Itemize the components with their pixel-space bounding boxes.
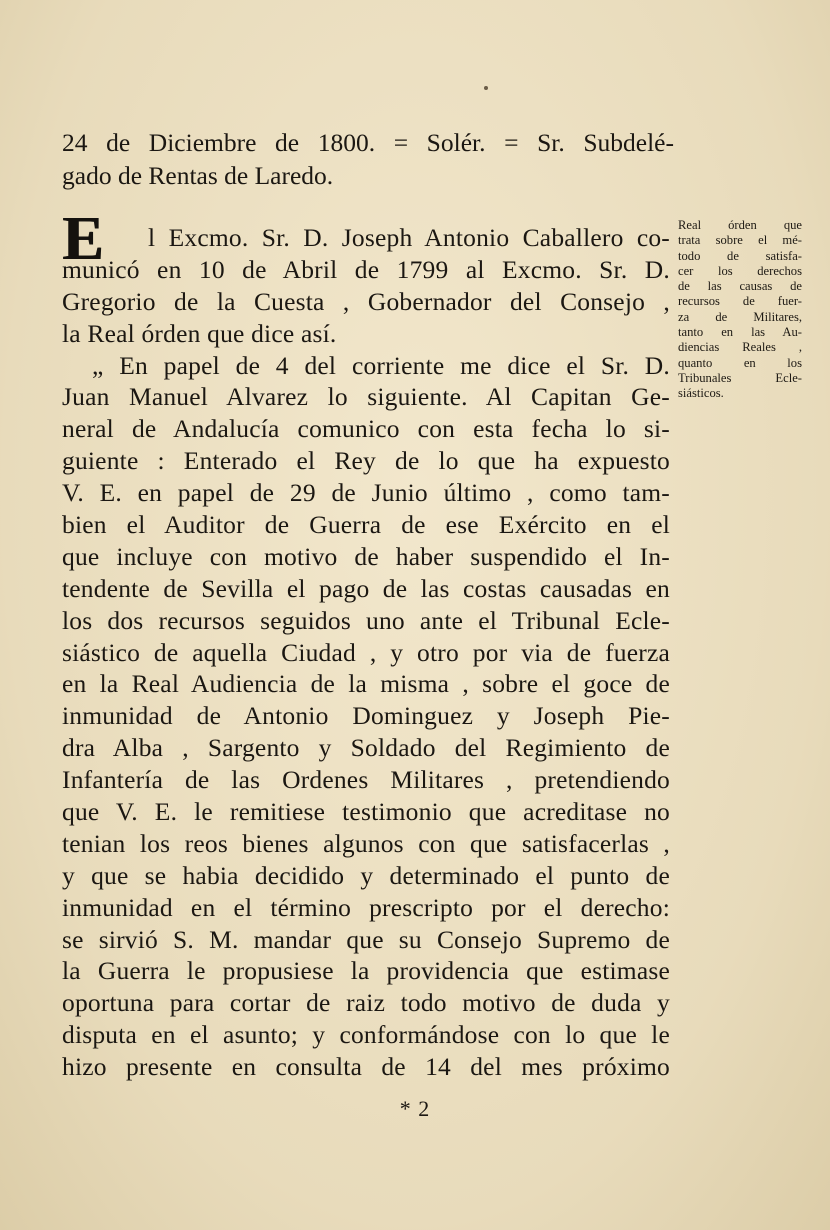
body-line: guiente : Enterado el Rey de lo que ha expuesto [62, 446, 670, 476]
body-text [62, 222, 670, 1083]
opening-line-1: 24 de Diciembre de 1800. = Solér. = Sr. Subdelé- [62, 128, 674, 157]
body-line: oportuna para cortar de raiz todo motivo de duda y [62, 988, 670, 1018]
marginal-line: quanto en los [678, 355, 802, 370]
signature-mark: * 2 [399, 1096, 431, 1121]
body-line: Infantería de las Ordenes Militares , pretendiendo [62, 765, 670, 795]
marginal-note [678, 218, 802, 402]
opening-line-2: gado de Rentas de Laredo. [62, 161, 334, 190]
body-line: que incluye con motivo de haber suspendido el In- [62, 541, 670, 571]
body-line: se sirvió S. M. mandar que su Consejo Supremo de [62, 924, 670, 954]
body-line: dra Alba , Sargento y Soldado del Regimiento de [62, 733, 670, 763]
marginal-line: trata sobre el mé- [678, 233, 802, 248]
body-line: en la Real Audiencia de la misma , sobre el goce de [62, 669, 670, 699]
marginal-line: za de Militares, [678, 309, 802, 324]
body-line: inmunidad en el término prescripto por el derecho: [62, 892, 670, 922]
body-line: bien el Auditor de Guerra de ese Exército en el [62, 510, 670, 540]
marginal-line: cer los derechos [678, 263, 802, 278]
marginal-line: diencias Reales , [678, 340, 802, 355]
body-line: inmunidad de Antonio Dominguez y Joseph Pie- [62, 701, 670, 731]
body-line: la Real órden que dice así. [62, 318, 337, 348]
opening-lines [62, 126, 674, 192]
body-line: „ En papel de 4 del corriente me dice el Sr. D. [92, 350, 670, 380]
drop-cap: E [62, 205, 104, 273]
body-line: la Guerra le propusiese la providencia que estimase [62, 956, 670, 986]
body-line: los dos recursos seguidos uno ante el Tribunal Ecle- [62, 605, 670, 635]
body-line: V. E. en papel de 29 de Junio último , como tam- [62, 478, 670, 508]
body-line: disputa en el asunto; y conformándose con lo que le [62, 1020, 670, 1050]
body-line: neral de Andalucía comunico con esta fecha lo si- [62, 414, 670, 444]
body-line: Juan Manuel Alvarez lo siguiente. Al Capitan Ge- [62, 382, 670, 412]
body-line: tenian los reos bienes algunos con que satisfacerlas , [62, 828, 670, 858]
marginal-line: de las causas de [678, 279, 802, 294]
marginal-line: todo de satisfa- [678, 248, 802, 263]
marginal-line: recursos de fuer- [678, 294, 802, 309]
marginal-line: siásticos. [678, 386, 724, 401]
body-line: que V. E. le remitiese testimonio que acreditase no [62, 797, 670, 827]
body-line: Gregorio de la Cuesta , Gobernador del Consejo , [62, 286, 670, 316]
marginal-line: tanto en las Au- [678, 325, 802, 340]
body-line: l Excmo. Sr. D. Joseph Antonio Caballero co- [148, 223, 670, 252]
marginal-line: Tribunales Ecle- [678, 370, 802, 385]
body-line: municó en 10 de Abril de 1799 al Excmo. Sr. D. [62, 254, 670, 284]
body-line: y que se habia decidido y determinado el punto de [62, 860, 670, 890]
body-line: siástico de aquella Ciudad , y otro por via de fuerza [62, 637, 670, 667]
marginal-line: Real órden que [678, 218, 802, 232]
body-line: tendente de Sevilla el pago de las costas causadas en [62, 573, 670, 603]
body-line: hizo presente en consulta de 14 del mes próximo [62, 1052, 670, 1082]
ink-spot [484, 86, 488, 90]
